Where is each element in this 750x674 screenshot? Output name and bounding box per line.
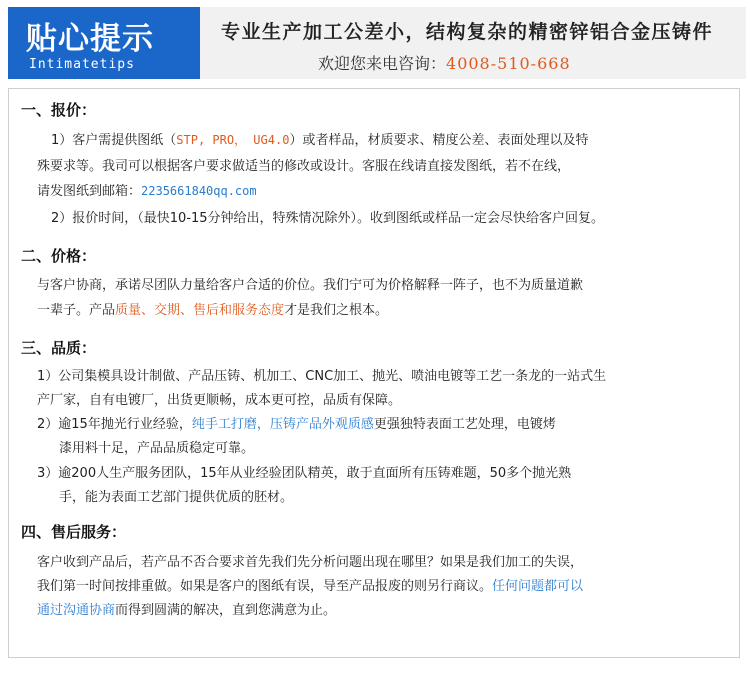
header-headline: 专业生产加工公差小，结构复杂的精密锌铝合金压铸件: [221, 21, 714, 43]
quote-line-3: [37, 180, 257, 199]
quality-line-5: 3）逾200人生产服务团队，15年从业经验团队精英，敢于直面所有压铸难题，50多个抛光熟: [37, 466, 572, 481]
aftersales-line-2-a: 我们第一时间按排重做。如果是客户的图纸有误，导至产品报废的则另行商议。: [37, 579, 493, 594]
quality-line-3: [37, 413, 556, 432]
quote-email-label: 请发图纸到邮箱：: [37, 184, 142, 199]
price-line-2-a: 一辈子。产品: [37, 303, 116, 318]
aftersales-highlight-1: 任何问题都可以: [492, 579, 584, 594]
badge-subtitle: Intimatetips: [29, 57, 135, 72]
quote-email-link[interactable]: 2235661840qq.com: [141, 184, 257, 198]
quote-line-1-a: 1）客户需提供图纸（: [51, 133, 177, 148]
quality-line-2: 产厂家，自有电镀厂，出货更顺畅，成本更可控，品质有保障。: [37, 393, 402, 408]
quality-line-1: 1）公司集模具设计制做、产品压铸、机加工、CNC加工、抛光、喷油电镀等工艺一条龙的一站式生: [37, 369, 607, 384]
section-title-aftersales: 四、售后服务：: [21, 523, 127, 541]
price-line-2-c: 才是我们之根本。: [284, 303, 389, 318]
quality-highlight: 纯手工打磨，压铸产品外观质感: [191, 417, 374, 432]
aftersales-line-2: [37, 575, 583, 594]
aftersales-line-3: [37, 599, 336, 618]
quality-line-6: 手，能为表面工艺部门提供优质的胚材。: [59, 490, 294, 505]
aftersales-highlight-2: 通过沟通协商: [37, 603, 116, 618]
header-contact: [318, 51, 571, 74]
header-banner: [8, 7, 746, 79]
quote-line-1: [51, 129, 588, 148]
price-line-2: [37, 299, 388, 318]
quality-line-3-a: 2）逾15年抛光行业经验，: [37, 417, 192, 432]
section-title-price: 二、价格：: [21, 247, 97, 265]
price-line-1: 与客户协商，承诺尽团队力量给客户合适的价位。我们宁可为价格解释一阵子，也不为质量道歉: [37, 278, 584, 293]
quality-line-3-c: 更强独特表面工艺处理，电镀烤: [373, 417, 556, 432]
content-panel: [8, 88, 740, 658]
section-title-quality: 三、品质：: [21, 339, 97, 357]
phone-number[interactable]: 4008-510-668: [446, 54, 571, 73]
aftersales-line-3-b: 而得到圆满的解决，直到您满意为止。: [115, 603, 337, 618]
quality-line-4: 漆用料十足，产品品质稳定可靠。: [59, 441, 255, 456]
quote-line-2: 殊要求等。我司可以根据客户要求做适当的修改或设计。客服在线请直接发图纸，若不在线，: [37, 159, 571, 174]
price-highlight: 质量、交期、售后和服务态度: [115, 303, 285, 318]
tips-badge: [8, 7, 200, 79]
section-title-quote: 一、报价：: [21, 101, 97, 119]
quote-line-1-c: ）或者样品，材质要求、精度公差、表面处理以及特: [289, 133, 589, 148]
badge-title: 贴心提示: [26, 21, 154, 57]
quote-line-4: 2）报价时间，（最快10-15分钟给出，特殊情况除外）。收到图纸或样品一定会尽快给客户回复。: [51, 211, 605, 226]
quote-file-formats: STP, PRO， UG4.0: [176, 133, 290, 147]
welcome-text: 欢迎您来电咨询：: [318, 54, 447, 73]
aftersales-line-1: 客户收到产品后，若产品不否合要求首先我们先分析问题出现在哪里？如果是我们加工的失误，: [37, 555, 584, 570]
